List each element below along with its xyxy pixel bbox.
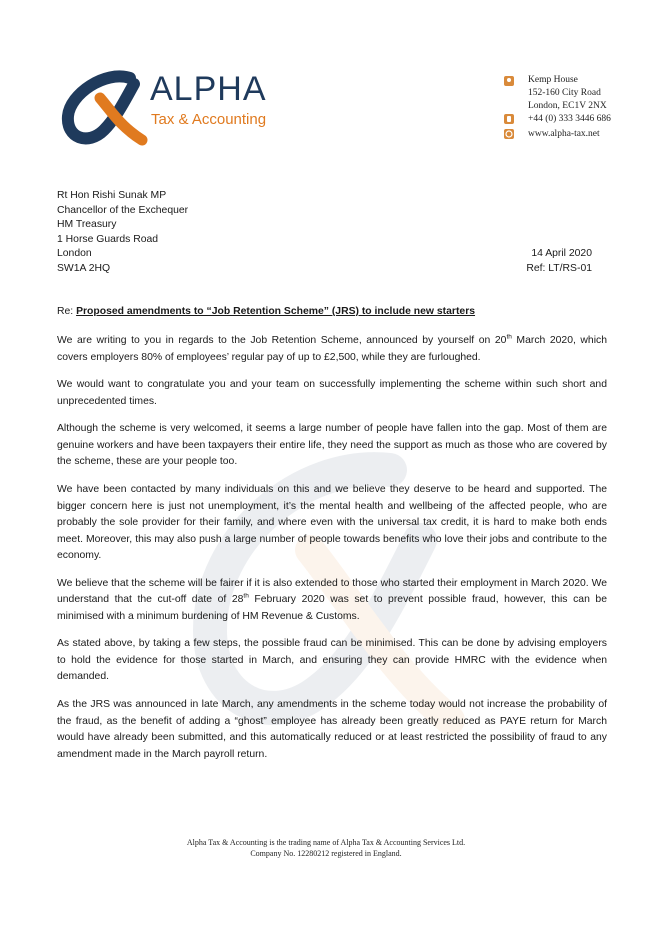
body-paragraph: We are writing to you in regards to the Job Retention Scheme, announced by yourself on 20th March 2020, which covers employers 80% of employees’ regular pay of up to £2,500, while they are furloughed. xyxy=(57,333,607,363)
phone-number: +44 (0) 333 3446 686 xyxy=(528,114,611,124)
phone-icon xyxy=(502,112,516,126)
recipient-line: SW1A 2HQ xyxy=(57,262,111,274)
body-paragraph: As stated above, by taking a few steps, the possible fraud can be minimised. This can be done by advising employers to hold the evidence for those started in March, and ensuring they can provide HMRC with the evidence when demanded. xyxy=(57,638,607,683)
website-line xyxy=(502,128,642,141)
recipient-line: 1 Horse Guards Road xyxy=(57,233,159,245)
body-paragraph: As the JRS was announced in late March, any amendments in the scheme today would not increase the probability of the fraud, as the benefit of adding a “ghost” employee has already been greatly reduced as PAYE return for March would have already been submitted, and this automatically reduced or at least restricted the possibility of fraud to any amendment made in the March payroll return. xyxy=(57,699,607,760)
footer-line: Company No. 12280212 registered in England. xyxy=(250,848,402,858)
company-logo xyxy=(60,64,300,150)
location-icon xyxy=(502,74,516,88)
subject-title: Proposed amendments to “Job Retention Scheme” (JRS) to include new starters xyxy=(76,306,476,317)
recipient-line: Rt Hon Rishi Sunak MP xyxy=(57,190,167,201)
recipient-line: London xyxy=(57,248,92,260)
alpha-symbol-icon xyxy=(60,64,150,150)
web-icon xyxy=(502,127,516,141)
website-link[interactable]: www.alpha-tax.net xyxy=(528,129,600,139)
body-paragraph: We would want to congratulate you and your team on successfully implementing the scheme within such short and unprecedented times. xyxy=(57,379,607,407)
address-line: Kemp House xyxy=(502,74,642,87)
brand-tagline: Tax & Accounting xyxy=(151,111,267,128)
body-paragraph: We believe that the scheme will be fairer if it is also extended to those who started their employment in March 2020. We understand that the cut-off date of 28th February 2020 was set to prevent possible fraud, however, this can be minimised with a minimum burdening of HM Revenue & Customs. xyxy=(57,577,607,622)
recipient-line: HM Treasury xyxy=(57,219,117,231)
letter-subject xyxy=(57,305,475,319)
letter-meta xyxy=(526,247,592,276)
body-paragraph: Although the scheme is very welcomed, it seems a large number of people have fallen into the gap. Most of them are genuine workers and have been taxpayers their entire life, they need the support as much as those who are covered by the scheme, these are your people too. xyxy=(57,423,607,468)
recipient-address xyxy=(57,189,188,277)
letter-body xyxy=(57,333,607,774)
contact-block xyxy=(502,74,642,141)
letter-reference: Ref: LT/RS-01 xyxy=(526,262,592,274)
subject-prefix: Re: xyxy=(57,306,77,317)
address-line: 152-160 City Road xyxy=(528,88,601,98)
body-paragraph: We have been contacted by many individuals on this and we believe they deserve to be heard and supported. The bigger concern here is just not unemployment, it’s the mental health and wellbeing of the affected people, who are probably the sole provider for their family, and where even with the universal tax credit, it is hard to make both ends meet. Moreover, this may also push a large number of people towards benefits who love their jobs and contribute to the economy. xyxy=(57,484,607,562)
page-footer xyxy=(0,838,652,859)
recipient-line: Chancellor of the Exchequer xyxy=(57,204,189,216)
letter-date: 14 April 2020 xyxy=(531,248,592,259)
phone-line xyxy=(502,113,642,126)
footer-line: Alpha Tax & Accounting is the trading name of Alpha Tax & Accounting Services Ltd. xyxy=(186,838,466,847)
address-line: London, EC1V 2NX xyxy=(528,101,607,111)
brand-name: ALPHA xyxy=(150,70,267,108)
